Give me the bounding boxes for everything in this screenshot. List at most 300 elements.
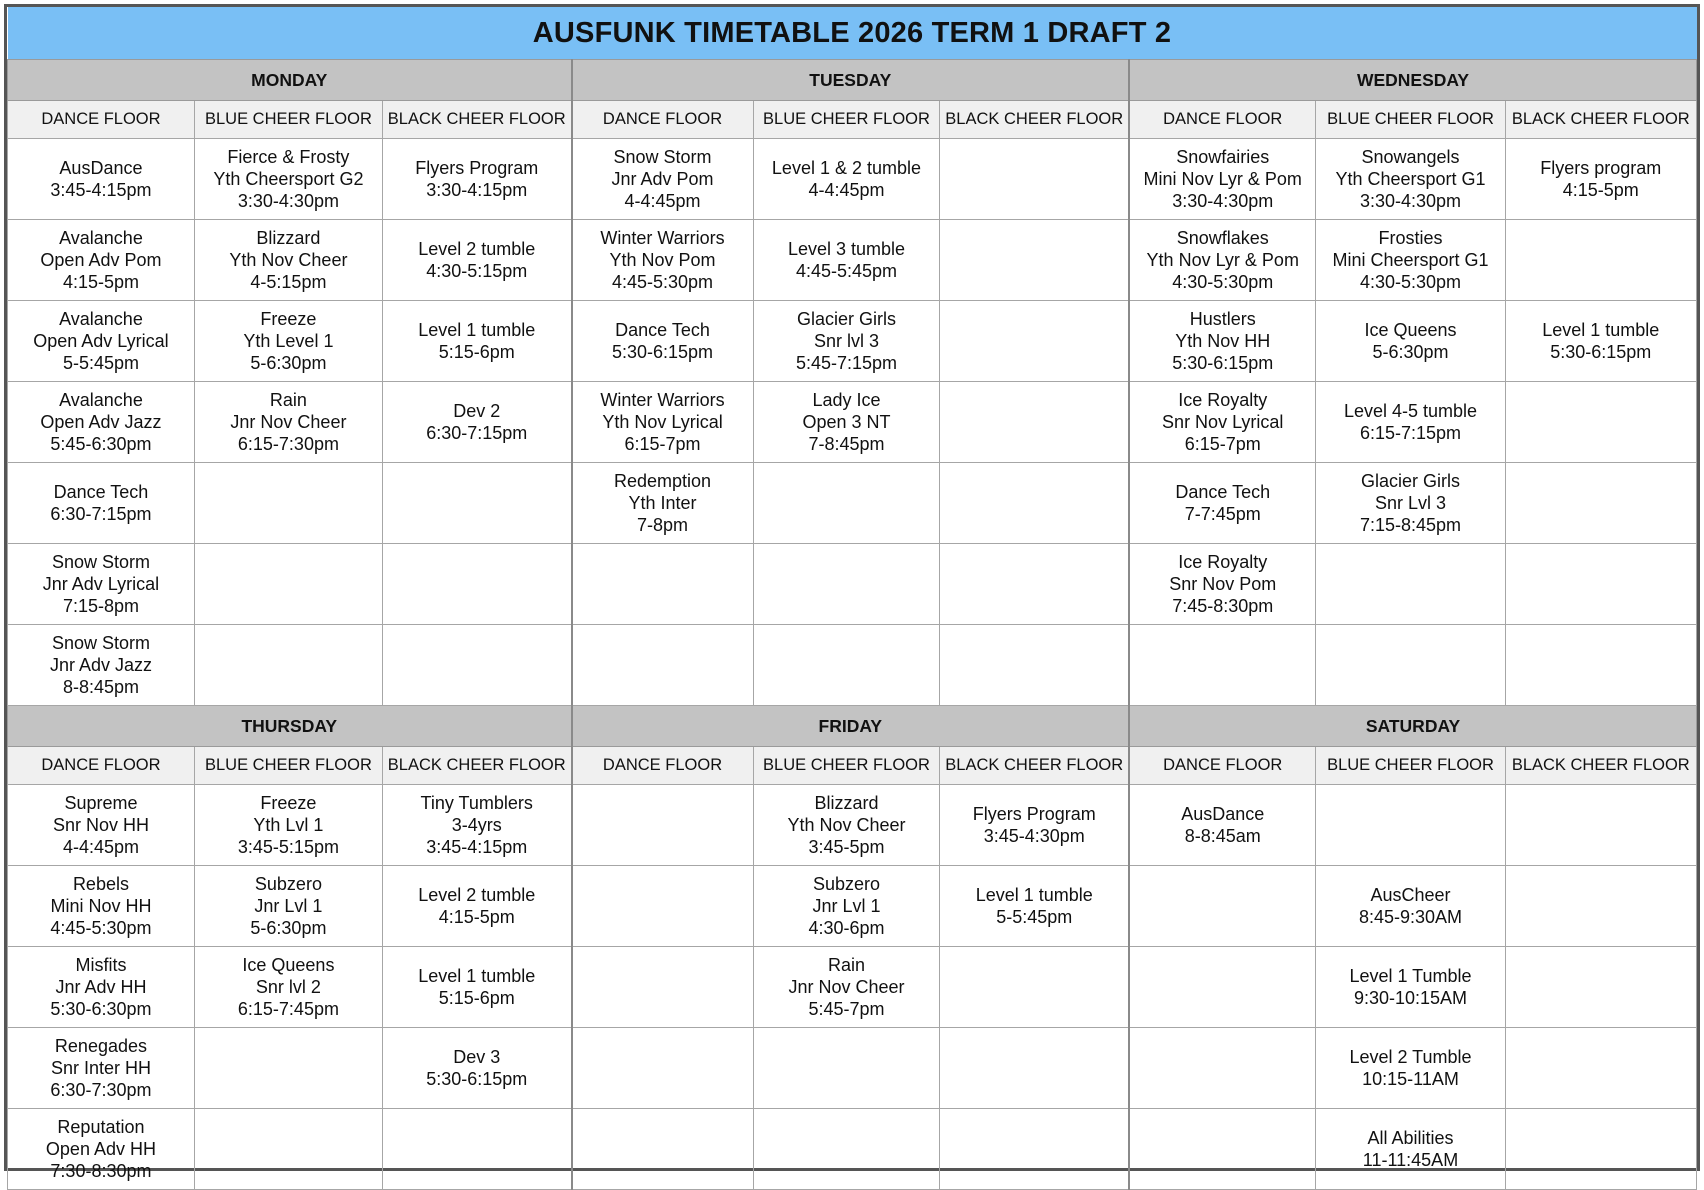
class-name: Renegades (54, 1036, 147, 1056)
class-time: 4:15-5pm (438, 907, 515, 927)
class-time: 6:30-7:30pm (50, 1080, 152, 1100)
class-name: Dev 2 (453, 401, 501, 421)
empty-slot (1505, 544, 1696, 625)
day-header-monday: MONDAY (8, 60, 572, 101)
empty-slot (572, 947, 753, 1028)
class-slot (8, 139, 195, 220)
class-name: Freeze (260, 309, 317, 329)
class-name: Dance Tech (1175, 482, 1271, 502)
class-name: Snowangels (1361, 147, 1460, 167)
class-division: Jnr Lvl 1 (254, 896, 323, 916)
class-division: Yth Cheersport G2 (213, 169, 364, 189)
empty-slot (940, 1028, 1129, 1109)
class-time: 10:15-11AM (1362, 1069, 1459, 1089)
class-slot (8, 785, 195, 866)
class-time: 3:30-4:30pm (1172, 191, 1274, 211)
class-time: 4:45-5:45pm (795, 261, 898, 281)
class-slot (194, 301, 382, 382)
class-name: AusCheer (1370, 885, 1451, 905)
class-time: 3:45-4:15pm (50, 180, 152, 200)
class-slot (194, 947, 382, 1028)
class-time: 5:15-6pm (438, 342, 515, 362)
class-name: Supreme (64, 793, 138, 813)
class-division: Yth Nov HH (1175, 331, 1271, 351)
class-division: Yth Inter (628, 493, 697, 513)
class-slot (8, 301, 195, 382)
table-row (8, 220, 1697, 301)
day-header-row (8, 706, 1697, 747)
class-name: Redemption (613, 471, 712, 491)
class-time: 4:30-5:15pm (426, 261, 528, 281)
class-division: Jnr Nov Cheer (230, 412, 347, 432)
class-slot (1316, 139, 1505, 220)
class-slot (1129, 301, 1316, 382)
class-time: 7-7:45pm (1184, 504, 1261, 524)
class-slot (1316, 301, 1505, 382)
table-row (8, 785, 1697, 866)
empty-slot (572, 1028, 753, 1109)
empty-slot (194, 463, 382, 544)
table-row (8, 947, 1697, 1028)
title-row (8, 7, 1697, 60)
class-slot (1316, 1028, 1505, 1109)
empty-slot (940, 382, 1129, 463)
empty-slot (1316, 625, 1505, 706)
empty-slot (1505, 947, 1696, 1028)
class-slot (1129, 463, 1316, 544)
class-division: Snr Nov Pom (1169, 574, 1277, 594)
timetable-sheet (4, 4, 1700, 1181)
class-division: Snr lvl 3 (813, 331, 879, 351)
class-time: 4:15-5pm (62, 272, 139, 292)
timetable-grid (7, 7, 1697, 1190)
empty-slot (753, 625, 940, 706)
empty-slot (753, 1028, 940, 1109)
class-name: Ice Royalty (1178, 552, 1268, 572)
class-division: Yth Nov Cheer (229, 250, 348, 270)
class-slot (8, 544, 195, 625)
empty-slot (940, 139, 1129, 220)
class-slot (382, 382, 571, 463)
class-name: Snowfairies (1176, 147, 1270, 167)
day-header-row (8, 60, 1697, 101)
class-slot (8, 947, 195, 1028)
empty-slot (382, 1109, 571, 1190)
empty-slot (940, 544, 1129, 625)
class-slot (382, 947, 571, 1028)
class-time: 6:15-7:45pm (237, 999, 339, 1019)
class-time: 3:45-4:15pm (426, 837, 528, 857)
class-time: 5:15-6pm (438, 988, 515, 1008)
class-slot (753, 301, 940, 382)
floor-header-dance-floor: DANCE FLOOR (572, 747, 753, 785)
class-slot (572, 463, 753, 544)
empty-slot (940, 947, 1129, 1028)
class-slot (572, 139, 753, 220)
floor-header-row (8, 101, 1697, 139)
empty-slot (1129, 947, 1316, 1028)
class-time: 6:15-7:30pm (237, 434, 339, 454)
class-name: Freeze (260, 793, 317, 813)
floor-header-dance-floor: DANCE FLOOR (1129, 747, 1316, 785)
class-time: 4:15-5pm (1562, 180, 1639, 200)
empty-slot (940, 220, 1129, 301)
empty-slot (1505, 382, 1696, 463)
table-row (8, 463, 1697, 544)
class-time: 4-4:45pm (808, 180, 885, 200)
class-slot (753, 382, 940, 463)
floor-header-blue-cheer-floor: BLUE CHEER FLOOR (194, 101, 382, 139)
class-name: Fierce & Frosty (227, 147, 350, 167)
class-time: 7:15-8pm (62, 596, 139, 616)
class-name: All Abilities (1367, 1128, 1454, 1148)
class-slot (8, 1028, 195, 1109)
class-slot (1129, 785, 1316, 866)
empty-slot (382, 625, 571, 706)
empty-slot (1129, 625, 1316, 706)
class-slot (1316, 220, 1505, 301)
class-time: 4-4:45pm (624, 191, 701, 211)
class-slot (1316, 463, 1505, 544)
class-name: Level 2 tumble (418, 885, 536, 905)
class-time: 8-8:45am (1184, 826, 1261, 846)
class-slot (940, 866, 1129, 947)
class-time: 5:45-7:15pm (795, 353, 898, 373)
class-slot (572, 220, 753, 301)
class-slot (8, 382, 195, 463)
class-name: Hustlers (1189, 309, 1256, 329)
floor-header-black-cheer-floor: BLACK CHEER FLOOR (382, 747, 571, 785)
class-slot (1316, 382, 1505, 463)
floor-header-black-cheer-floor: BLACK CHEER FLOOR (382, 101, 571, 139)
class-slot (1129, 382, 1316, 463)
class-name: Rain (827, 955, 865, 975)
class-slot (753, 947, 940, 1028)
class-time: 5:45-7pm (808, 999, 885, 1019)
empty-slot (1129, 866, 1316, 947)
floor-header-blue-cheer-floor: BLUE CHEER FLOOR (753, 747, 940, 785)
empty-slot (1316, 785, 1505, 866)
class-division: Open 3 NT (802, 412, 891, 432)
table-row (8, 1109, 1697, 1190)
class-name: Level 1 & 2 tumble (771, 158, 922, 178)
class-name: Level 2 tumble (418, 239, 536, 259)
class-division: Snr Lvl 3 (1374, 493, 1447, 513)
empty-slot (1505, 1109, 1696, 1190)
class-division: Jnr Adv Lyrical (42, 574, 160, 594)
class-time: 3:30-4:30pm (237, 191, 339, 211)
class-time: 4:30-6pm (808, 918, 885, 938)
empty-slot (572, 785, 753, 866)
class-slot (194, 220, 382, 301)
class-name: Level 1 tumble (418, 320, 536, 340)
class-slot (8, 463, 195, 544)
class-time: 5-5:45pm (62, 353, 139, 373)
day-header-tuesday: TUESDAY (572, 60, 1130, 101)
class-division: Yth Nov Cheer (787, 815, 906, 835)
class-time: 4:45-5:30pm (50, 918, 152, 938)
class-slot (753, 785, 940, 866)
class-slot (1316, 947, 1505, 1028)
class-name: Glacier Girls (796, 309, 896, 329)
class-slot (8, 625, 195, 706)
class-division: Snr lvl 2 (255, 977, 321, 997)
class-time: 4:45-5:30pm (611, 272, 714, 292)
empty-slot (194, 544, 382, 625)
class-slot (572, 382, 753, 463)
class-name: AusDance (1181, 804, 1265, 824)
class-time: 4:30-5:30pm (1359, 272, 1462, 292)
class-slot (8, 220, 195, 301)
class-name: Glacier Girls (1360, 471, 1460, 491)
empty-slot (1505, 866, 1696, 947)
class-division: Yth Nov Lyrical (602, 412, 723, 432)
class-slot (194, 382, 382, 463)
class-slot (382, 301, 571, 382)
class-slot (382, 1028, 571, 1109)
empty-slot (1129, 1028, 1316, 1109)
floor-header-dance-floor: DANCE FLOOR (8, 101, 195, 139)
class-division: Jnr Adv HH (55, 977, 147, 997)
day-header-saturday: SATURDAY (1129, 706, 1696, 747)
class-slot (753, 866, 940, 947)
class-division: Yth Nov Pom (609, 250, 716, 270)
table-row (8, 625, 1697, 706)
class-division: Jnr Nov Cheer (788, 977, 905, 997)
class-time: 5:30-6:30pm (50, 999, 152, 1019)
table-row (8, 301, 1697, 382)
class-slot (572, 301, 753, 382)
class-slot (382, 220, 571, 301)
class-division: Mini Nov HH (50, 896, 152, 916)
empty-slot (940, 1109, 1129, 1190)
class-name: Dance Tech (615, 320, 710, 340)
class-name: Reputation (57, 1117, 145, 1137)
class-name: Winter Warriors (600, 390, 725, 410)
class-slot (194, 866, 382, 947)
page-title: AUSFUNK TIMETABLE 2026 TERM 1 DRAFT 2 (8, 7, 1697, 60)
empty-slot (1129, 1109, 1316, 1190)
class-division: Jnr Adv Pom (611, 169, 714, 189)
class-name: Tiny Tumblers (420, 793, 533, 813)
floor-header-black-cheer-floor: BLACK CHEER FLOOR (940, 747, 1129, 785)
class-time: 3:45-5:15pm (237, 837, 339, 857)
class-slot (382, 866, 571, 947)
class-name: Avalanche (59, 390, 143, 410)
class-time: 11-11:45AM (1362, 1150, 1459, 1170)
class-name: Snow Storm (51, 633, 150, 653)
class-slot (753, 139, 940, 220)
class-name: Lady Ice (812, 390, 881, 410)
class-time: 3:45-4:30pm (983, 826, 1085, 846)
class-division: Snr Nov Lyrical (1162, 412, 1284, 432)
table-row (8, 544, 1697, 625)
class-time: 3:30-4:30pm (1359, 191, 1462, 211)
class-slot (8, 866, 195, 947)
class-time: 5-5:45pm (996, 907, 1073, 927)
empty-slot (572, 544, 753, 625)
class-name: Rain (269, 390, 307, 410)
class-slot (1129, 220, 1316, 301)
class-division: Open Adv Jazz (40, 412, 162, 432)
class-time: 4-5:15pm (250, 272, 327, 292)
floor-header-blue-cheer-floor: BLUE CHEER FLOOR (1316, 101, 1505, 139)
floor-header-blue-cheer-floor: BLUE CHEER FLOOR (753, 101, 940, 139)
class-division: Yth Cheersport G1 (1335, 169, 1486, 189)
class-division: Yth Level 1 (243, 331, 334, 351)
class-name: Subzero (254, 874, 322, 894)
class-time: 5:30-6:15pm (1550, 342, 1652, 362)
class-time: 7-8pm (637, 515, 689, 535)
class-division: Open Adv Pom (40, 250, 162, 270)
empty-slot (1505, 625, 1696, 706)
class-name: Snowflakes (1176, 228, 1269, 248)
class-name: Dance Tech (53, 482, 149, 502)
class-time: 5:30-6:15pm (611, 342, 714, 362)
empty-slot (1505, 1028, 1696, 1109)
class-slot (194, 139, 382, 220)
class-time: 4:30-5:30pm (1172, 272, 1274, 292)
empty-slot (1316, 544, 1505, 625)
class-division: Open Adv HH (45, 1139, 156, 1159)
class-division: Mini Cheersport G1 (1332, 250, 1489, 270)
empty-slot (940, 301, 1129, 382)
class-slot (1129, 139, 1316, 220)
class-time: 3:30-4:15pm (426, 180, 528, 200)
empty-slot (194, 625, 382, 706)
class-name: Level 3 tumble (787, 239, 906, 259)
class-time: 8:45-9:30AM (1358, 907, 1463, 927)
empty-slot (753, 544, 940, 625)
floor-header-blue-cheer-floor: BLUE CHEER FLOOR (1316, 747, 1505, 785)
class-name: Level 4-5 tumble (1343, 401, 1478, 421)
class-division: Snr Inter HH (50, 1058, 151, 1078)
class-time: 6:15-7pm (1184, 434, 1261, 454)
class-name: Flyers program (1540, 158, 1662, 178)
class-name: Flyers Program (972, 804, 1096, 824)
class-time: 5-6:30pm (1372, 342, 1449, 362)
class-time: 6:30-7:15pm (50, 504, 152, 524)
floor-header-black-cheer-floor: BLACK CHEER FLOOR (1505, 747, 1696, 785)
class-slot (753, 220, 940, 301)
class-name: Ice Royalty (1178, 390, 1268, 410)
class-division: Mini Nov Lyr & Pom (1143, 169, 1302, 189)
floor-header-dance-floor: DANCE FLOOR (1129, 101, 1316, 139)
class-name: Snow Storm (613, 147, 712, 167)
class-name: AusDance (59, 158, 143, 178)
day-header-friday: FRIDAY (572, 706, 1130, 747)
class-time: 4-4:45pm (62, 837, 139, 857)
empty-slot (753, 1109, 940, 1190)
empty-slot (194, 1109, 382, 1190)
table-row (8, 139, 1697, 220)
class-slot (1316, 866, 1505, 947)
class-name: Rebels (72, 874, 129, 894)
class-slot (1316, 1109, 1505, 1190)
empty-slot (572, 866, 753, 947)
class-time: 7:45-8:30pm (1172, 596, 1274, 616)
floor-header-black-cheer-floor: BLACK CHEER FLOOR (1505, 101, 1696, 139)
class-name: Snow Storm (51, 552, 150, 572)
class-division: Yth Lvl 1 (253, 815, 324, 835)
class-name: Level 2 Tumble (1349, 1047, 1472, 1067)
class-time: 5-6:30pm (250, 918, 327, 938)
class-name: Level 1 tumble (975, 885, 1093, 905)
class-name: Blizzard (814, 793, 879, 813)
class-name: Level 1 tumble (418, 966, 536, 986)
class-slot (382, 785, 571, 866)
empty-slot (382, 544, 571, 625)
floor-header-blue-cheer-floor: BLUE CHEER FLOOR (194, 747, 382, 785)
day-header-wednesday: WEDNESDAY (1129, 60, 1696, 101)
class-division: Snr Nov HH (52, 815, 149, 835)
class-time: 7:30-8:30pm (50, 1161, 152, 1181)
class-name: Ice Queens (242, 955, 335, 975)
class-slot (8, 1109, 195, 1190)
class-division: Jnr Lvl 1 (812, 896, 881, 916)
floor-header-black-cheer-floor: BLACK CHEER FLOOR (940, 101, 1129, 139)
class-time: 5:45-6:30pm (50, 434, 152, 454)
class-division: Jnr Adv Jazz (49, 655, 152, 675)
class-slot (1505, 301, 1696, 382)
class-slot (940, 785, 1129, 866)
class-time: 9:30-10:15AM (1353, 988, 1468, 1008)
empty-slot (382, 463, 571, 544)
floor-header-dance-floor: DANCE FLOOR (8, 747, 195, 785)
empty-slot (940, 463, 1129, 544)
class-name: Level 1 Tumble (1349, 966, 1472, 986)
class-time: 7:15-8:45pm (1359, 515, 1462, 535)
class-time: 6:15-7:15pm (1359, 423, 1462, 443)
class-slot (1505, 139, 1696, 220)
table-row (8, 1028, 1697, 1109)
table-row (8, 866, 1697, 947)
class-division: Open Adv Lyrical (33, 331, 169, 351)
class-time: 5-6:30pm (250, 353, 327, 373)
class-slot (1129, 544, 1316, 625)
class-division: Yth Nov Lyr & Pom (1146, 250, 1299, 270)
empty-slot (194, 1028, 382, 1109)
class-time: 5:30-6:15pm (1172, 353, 1274, 373)
class-time: 7-8:45pm (808, 434, 885, 454)
class-name: Blizzard (256, 228, 321, 248)
empty-slot (1505, 220, 1696, 301)
day-header-thursday: THURSDAY (8, 706, 572, 747)
empty-slot (1505, 463, 1696, 544)
class-time: 8-8:45pm (62, 677, 139, 697)
class-name: Frosties (1378, 228, 1443, 248)
empty-slot (753, 463, 940, 544)
class-slot (382, 139, 571, 220)
floor-header-dance-floor: DANCE FLOOR (572, 101, 753, 139)
class-name: Ice Queens (1364, 320, 1457, 340)
class-name: Level 1 tumble (1542, 320, 1660, 340)
class-name: Flyers Program (415, 158, 539, 178)
class-time: 6:30-7:15pm (426, 423, 528, 443)
class-name: Misfits (75, 955, 127, 975)
class-time: 5:30-6:15pm (426, 1069, 528, 1089)
class-name: Winter Warriors (600, 228, 725, 248)
class-name: Subzero (812, 874, 880, 894)
class-time: 6:15-7pm (624, 434, 701, 454)
empty-slot (940, 625, 1129, 706)
empty-slot (572, 625, 753, 706)
class-name: Avalanche (59, 309, 143, 329)
empty-slot (1505, 785, 1696, 866)
class-name: Avalanche (59, 228, 143, 248)
class-slot (194, 785, 382, 866)
table-row (8, 382, 1697, 463)
